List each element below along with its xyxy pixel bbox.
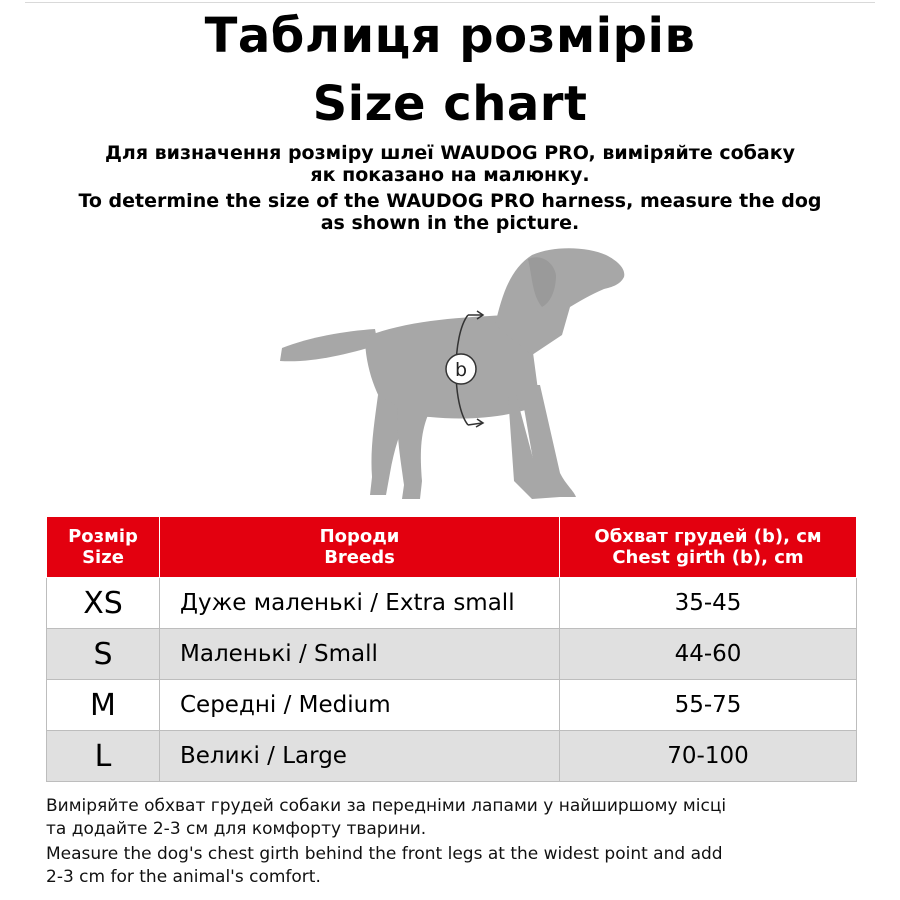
intro-uk-line-2: як показано на малюнку. bbox=[310, 164, 590, 186]
girth-cell: 44-60 bbox=[560, 629, 857, 680]
girth-cell: 70-100 bbox=[560, 731, 857, 782]
table-header-row bbox=[47, 517, 857, 578]
footnote-uk-line-1: Виміряйте обхват грудей собаки за передніми лапами у найширшому місці bbox=[46, 796, 727, 816]
header-breeds-en: Breeds bbox=[324, 547, 395, 568]
size-cell: M bbox=[47, 680, 160, 731]
header-size bbox=[47, 517, 160, 578]
size-cell: S bbox=[47, 629, 160, 680]
top-divider bbox=[25, 2, 875, 3]
header-girth-en: Chest girth (b), cm bbox=[612, 547, 804, 568]
breed-cell: Маленькі / Small bbox=[160, 629, 560, 680]
table-row bbox=[47, 629, 857, 680]
footnote-en bbox=[46, 843, 866, 889]
page-title-uk: Таблиця розмірів bbox=[204, 8, 696, 64]
header-size-en: Size bbox=[82, 547, 124, 568]
intro-text-en bbox=[0, 190, 900, 234]
intro-en-line-1: To determine the size of the WAUDOG PRO harness, measure the dog bbox=[78, 190, 822, 212]
measurement-marker-label: b bbox=[454, 359, 468, 381]
footnote-uk bbox=[46, 795, 866, 841]
girth-cell: 55-75 bbox=[560, 680, 857, 731]
header-size-uk: Розмір bbox=[68, 526, 138, 547]
footnote-uk-line-2: та додайте 2-3 см для комфорту тварини. bbox=[46, 819, 427, 839]
girth-cell: 35-45 bbox=[560, 578, 857, 629]
size-cell: L bbox=[47, 731, 160, 782]
footnote-en-line-1: Measure the dog's chest girth behind the front legs at the widest point and add bbox=[46, 844, 723, 864]
page-title-en: Size chart bbox=[312, 76, 588, 132]
size-cell: XS bbox=[47, 578, 160, 629]
table-row bbox=[47, 680, 857, 731]
size-table bbox=[46, 516, 857, 782]
intro-uk-line-1: Для визначення розміру шлеї WAUDOG PRO, виміряйте собаку bbox=[104, 142, 796, 164]
header-girth bbox=[560, 517, 857, 578]
breed-cell: Дуже маленькі / Extra small bbox=[160, 578, 560, 629]
footnote-en-line-2: 2-3 cm for the animal's comfort. bbox=[46, 867, 321, 887]
breed-cell: Великі / Large bbox=[160, 731, 560, 782]
table-row bbox=[47, 731, 857, 782]
header-breeds bbox=[160, 517, 560, 578]
intro-text-uk bbox=[0, 142, 900, 186]
table-row bbox=[47, 578, 857, 629]
intro-en-line-2: as shown in the picture. bbox=[320, 212, 580, 234]
breed-cell: Середні / Medium bbox=[160, 680, 560, 731]
header-girth-uk: Обхват грудей (b), см bbox=[594, 526, 822, 547]
header-breeds-uk: Породи bbox=[319, 526, 400, 547]
dog-measurement-figure bbox=[270, 245, 630, 505]
